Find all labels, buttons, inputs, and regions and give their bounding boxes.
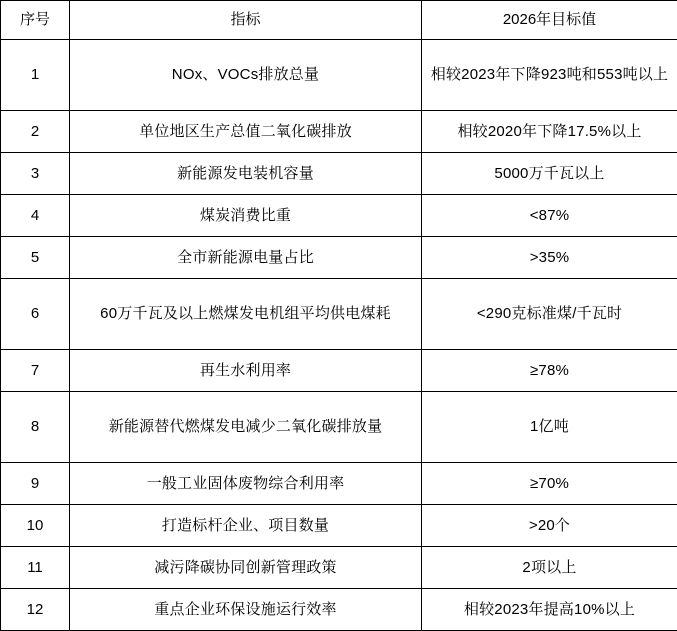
table-row — [1, 40, 677, 111]
row-index: 9 — [1, 463, 70, 505]
row-indicator: 煤炭消费比重 — [70, 195, 422, 237]
table-row — [1, 153, 677, 195]
table-body — [1, 40, 677, 631]
row-indicator: 新能源发电装机容量 — [70, 153, 422, 195]
row-index: 3 — [1, 153, 70, 195]
row-target-value: 5000万千瓦以上 — [422, 153, 677, 195]
table-row — [1, 237, 677, 279]
column-header-target: 2026年目标值 — [422, 1, 677, 40]
row-index: 8 — [1, 392, 70, 463]
table-row — [1, 392, 677, 463]
row-index: 1 — [1, 40, 70, 111]
table-row — [1, 111, 677, 153]
row-target-value: <290克标准煤/千瓦时 — [422, 279, 677, 350]
row-target-value: >20个 — [422, 505, 677, 547]
row-index: 7 — [1, 350, 70, 392]
row-indicator: NOx、VOCs排放总量 — [70, 40, 422, 111]
table-row — [1, 589, 677, 631]
table-header-row — [1, 1, 677, 40]
row-indicator: 重点企业环保设施运行效率 — [70, 589, 422, 631]
row-index: 5 — [1, 237, 70, 279]
row-target-value: 2项以上 — [422, 547, 677, 589]
row-indicator: 全市新能源电量占比 — [70, 237, 422, 279]
table-row — [1, 505, 677, 547]
table-row — [1, 279, 677, 350]
table-row — [1, 463, 677, 505]
column-header-indicator: 指标 — [70, 1, 422, 40]
row-target-value: 相较2023年下降923吨和553吨以上 — [422, 40, 677, 111]
row-indicator: 单位地区生产总值二氧化碳排放 — [70, 111, 422, 153]
table-header — [1, 1, 677, 40]
row-index: 11 — [1, 547, 70, 589]
row-index: 6 — [1, 279, 70, 350]
row-indicator: 减污降碳协同创新管理政策 — [70, 547, 422, 589]
table-row — [1, 350, 677, 392]
row-target-value: 相较2023年提高10%以上 — [422, 589, 677, 631]
row-target-value: ≥70% — [422, 463, 677, 505]
table-row — [1, 195, 677, 237]
row-indicator: 一般工业固体废物综合利用率 — [70, 463, 422, 505]
row-target-value: 1亿吨 — [422, 392, 677, 463]
table-row — [1, 547, 677, 589]
row-index: 12 — [1, 589, 70, 631]
row-indicator: 打造标杆企业、项目数量 — [70, 505, 422, 547]
row-index: 10 — [1, 505, 70, 547]
row-target-value: 相较2020年下降17.5%以上 — [422, 111, 677, 153]
row-target-value: <87% — [422, 195, 677, 237]
column-header-index: 序号 — [1, 1, 70, 40]
row-indicator: 新能源替代燃煤发电减少二氧化碳排放量 — [70, 392, 422, 463]
row-indicator: 再生水利用率 — [70, 350, 422, 392]
row-index: 2 — [1, 111, 70, 153]
row-index: 4 — [1, 195, 70, 237]
row-target-value: >35% — [422, 237, 677, 279]
row-target-value: ≥78% — [422, 350, 677, 392]
row-indicator: 60万千瓦及以上燃煤发电机组平均供电煤耗 — [70, 279, 422, 350]
